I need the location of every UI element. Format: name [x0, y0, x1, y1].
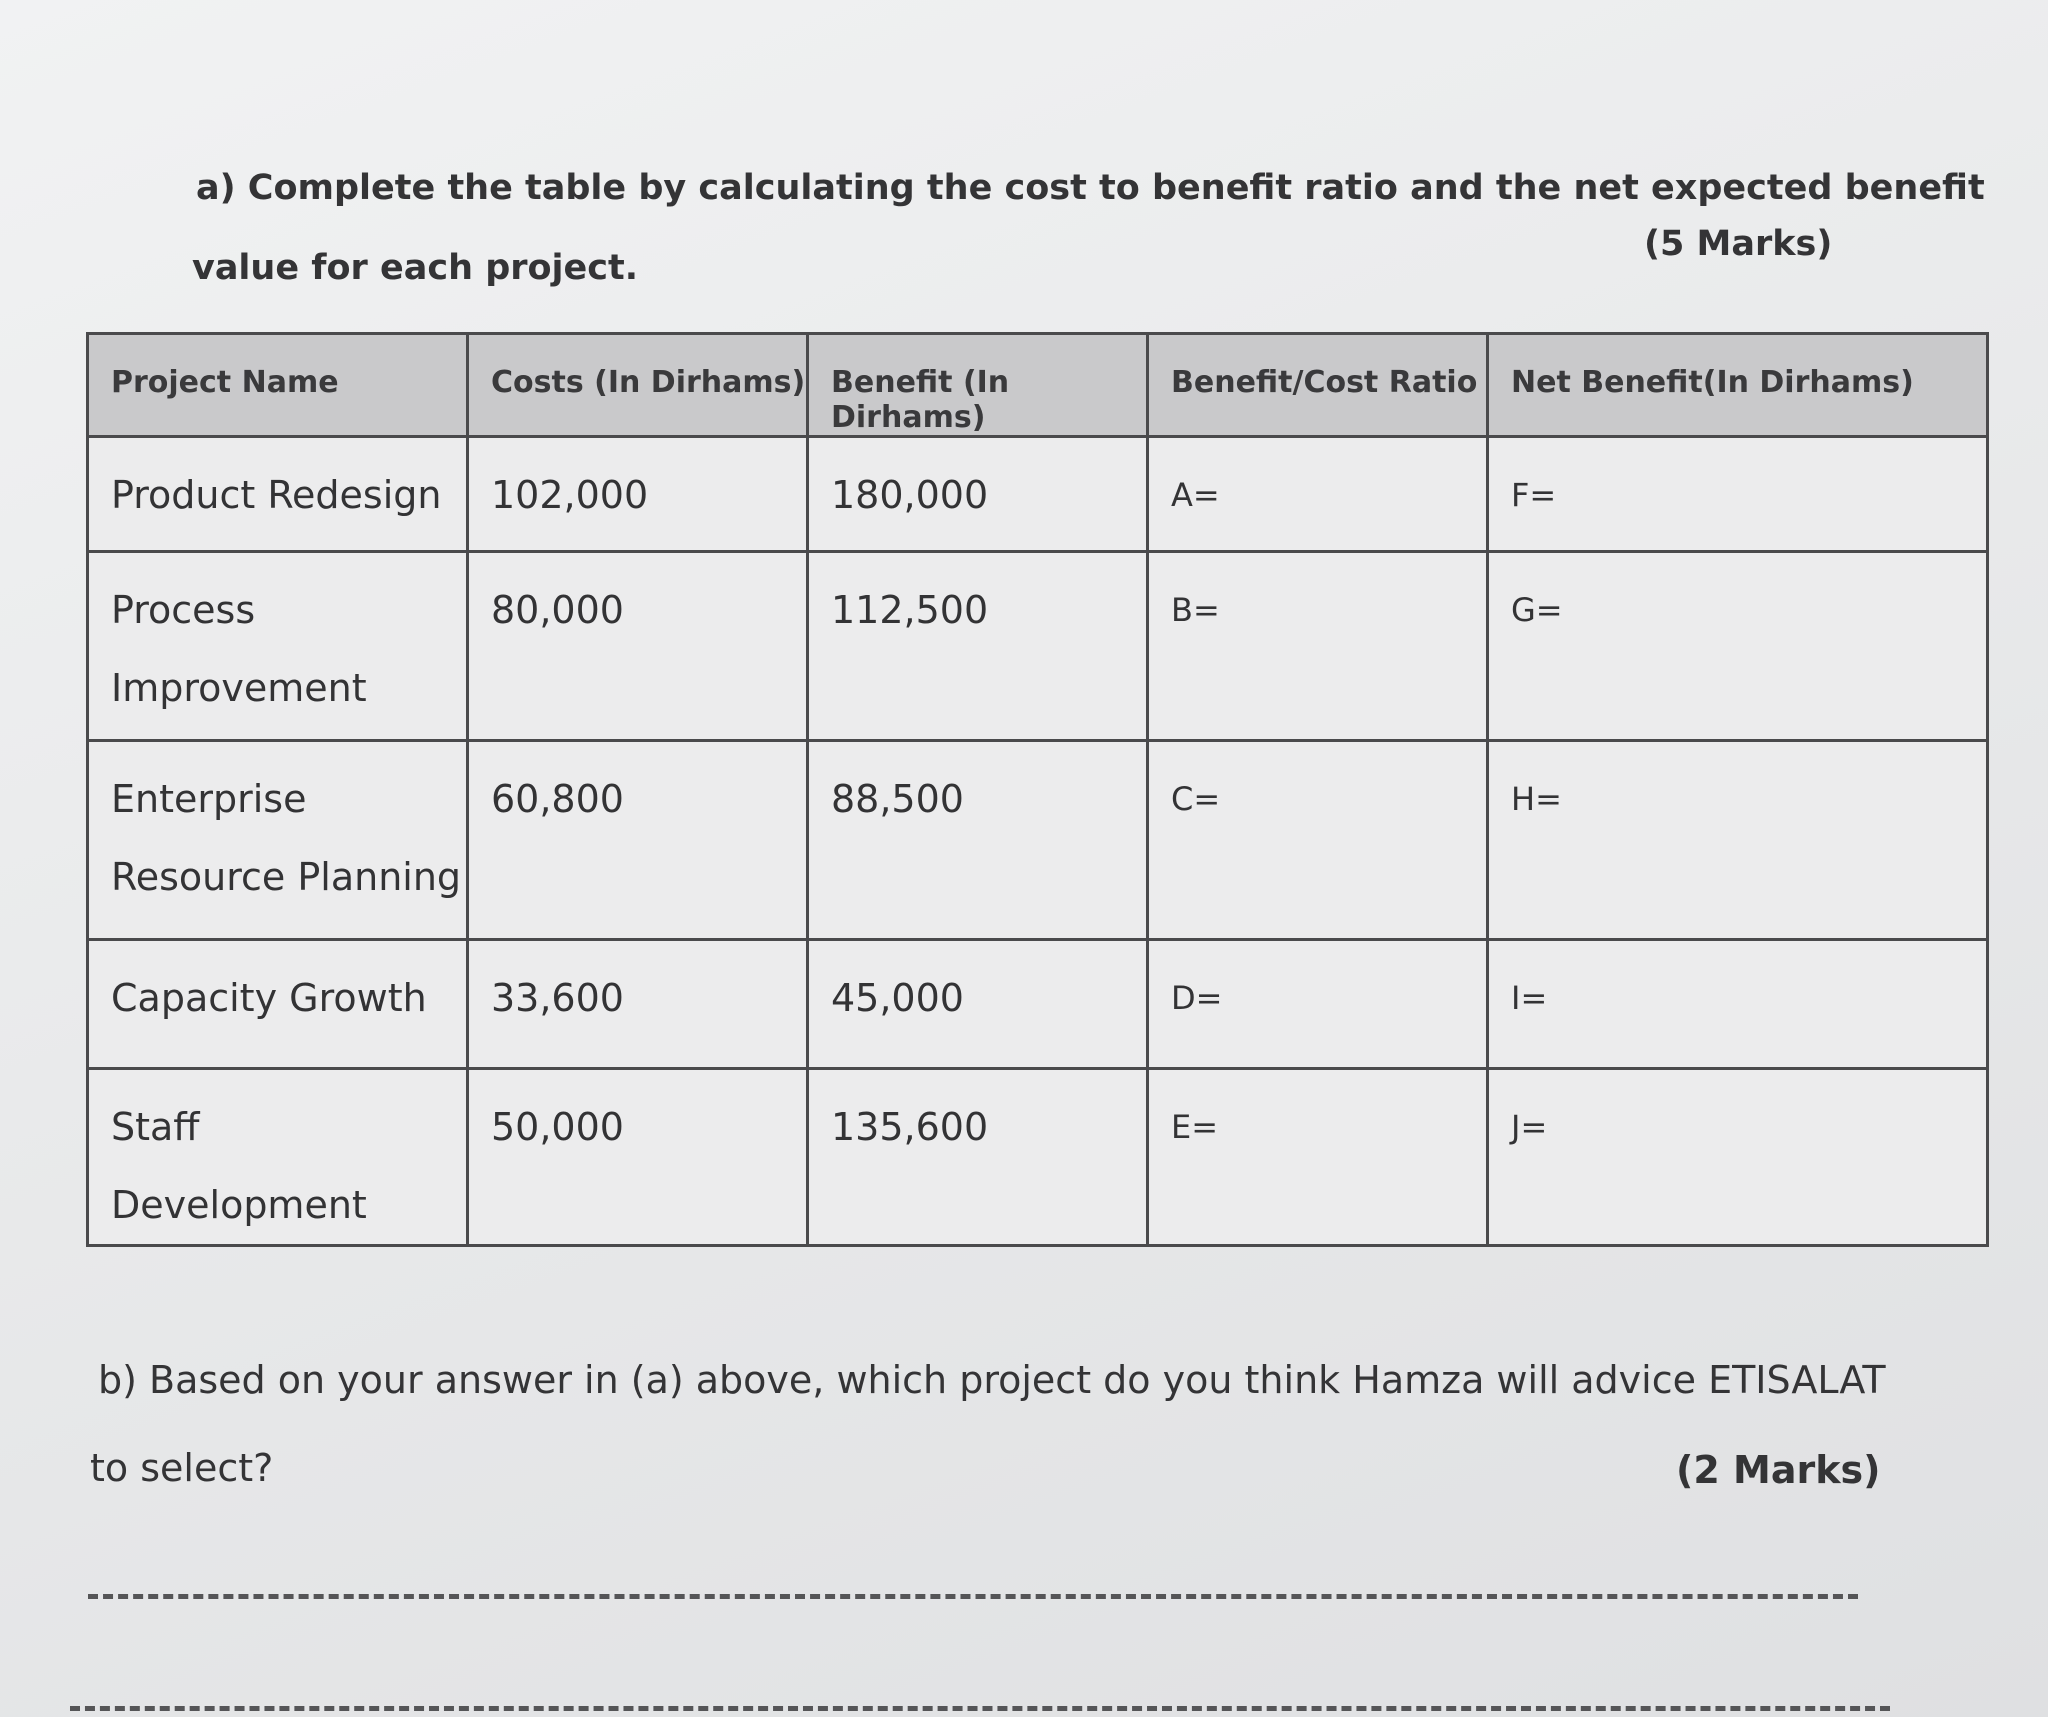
- cell-project-name: [88, 552, 468, 741]
- answer-line: [88, 1594, 1858, 1599]
- cell-cost: 50,000: [468, 1069, 808, 1246]
- question-b-marks: (2 Marks): [1676, 1448, 1881, 1492]
- project-table: [86, 332, 1989, 1247]
- header-ratio: Benefit/Cost Ratio: [1148, 334, 1488, 437]
- table-row: [88, 1069, 1988, 1246]
- cell-cost: 33,600: [468, 940, 808, 1069]
- table-row: [88, 940, 1988, 1069]
- cell-benefit: 45,000: [808, 940, 1148, 1069]
- question-b-text-line-1: b) Based on your answer in (a) above, which project do you think Hamza will advice ETISALAT: [98, 1358, 1886, 1402]
- table-row: [88, 552, 1988, 741]
- question-b-text-line-2: to select?: [90, 1446, 274, 1490]
- cell-net-benefit: G=: [1488, 552, 1988, 741]
- table-header-row: [88, 334, 1988, 437]
- cell-net-benefit: F=: [1488, 437, 1988, 552]
- cell-net-benefit: J=: [1488, 1069, 1988, 1246]
- header-costs: Costs (In Dirhams): [468, 334, 808, 437]
- cell-ratio: E=: [1148, 1069, 1488, 1246]
- table-row: [88, 741, 1988, 940]
- cell-benefit: 88,500: [808, 741, 1148, 940]
- header-net-benefit: Net Benefit(In Dirhams): [1488, 334, 1988, 437]
- cell-project-name: [88, 741, 468, 940]
- table-row: [88, 437, 1988, 552]
- cell-ratio: A=: [1148, 437, 1488, 552]
- cell-cost: 102,000: [468, 437, 808, 552]
- cell-net-benefit: I=: [1488, 940, 1988, 1069]
- cell-ratio: C=: [1148, 741, 1488, 940]
- cell-ratio: B=: [1148, 552, 1488, 741]
- cell-ratio: D=: [1148, 940, 1488, 1069]
- project-name-line-2: Improvement: [111, 666, 367, 710]
- project-name-line-1: Enterprise: [111, 777, 307, 821]
- question-a-text-line-2: value for each project.: [192, 248, 639, 288]
- cell-benefit: 180,000: [808, 437, 1148, 552]
- header-project-name: Project Name: [88, 334, 468, 437]
- cell-project-name: Staff Development: [88, 1069, 468, 1246]
- header-benefit: Benefit (In Dirhams): [808, 334, 1148, 437]
- cell-cost: 60,800: [468, 741, 808, 940]
- cell-benefit: 135,600: [808, 1069, 1148, 1246]
- cell-net-benefit: H=: [1488, 741, 1988, 940]
- question-a-marks: (5 Marks): [1644, 224, 1833, 264]
- cell-project-name: Product Redesign: [88, 437, 468, 552]
- project-table-container: [86, 332, 1986, 1247]
- project-name-line-1: Process: [111, 588, 256, 632]
- cell-cost: 80,000: [468, 552, 808, 741]
- project-name-line-2: Resource Planning: [111, 855, 462, 899]
- question-a-text-line-1: a) Complete the table by calculating the cost to benefit ratio and the net expected benefit: [196, 168, 1985, 208]
- cell-benefit: 112,500: [808, 552, 1148, 741]
- cell-project-name: Capacity Growth: [88, 940, 468, 1069]
- answer-line: [70, 1706, 1890, 1711]
